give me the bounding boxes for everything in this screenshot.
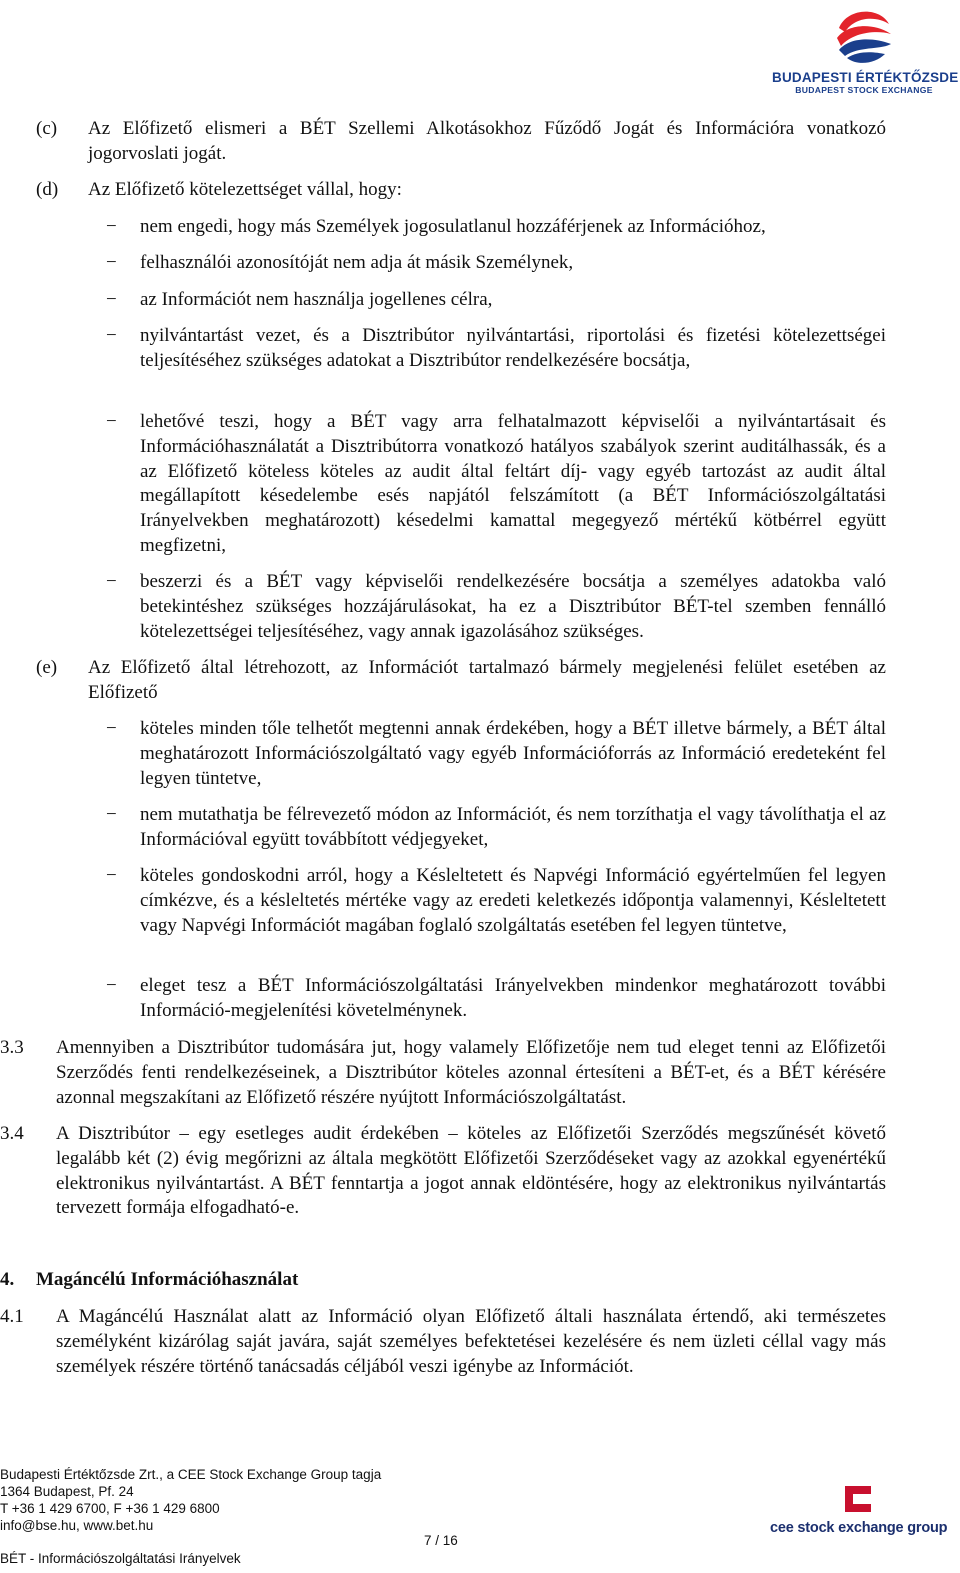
item-e-bullet-3: köteles gondoskodni arról, hogy a Késleltetett és Napvégi Információ egyértelműen fel legyen címkézve, és a késleltetés mértéke vagy az eredeti keletkezés időpontja valamennyi, Késleltetett vagy Napvégi Információt magában foglaló szolgáltatás esetében fel legyen tüntetve, <box>140 865 886 936</box>
bullet-marker: − <box>106 975 117 996</box>
item-e-bullet-4: eleget tesz a BÉT Információszolgáltatási Irányelvekben mindenkor meghatározott további Információ-megjelenítési követelménynek. <box>140 975 886 1021</box>
bullet-marker: − <box>106 252 117 273</box>
cee-logo-icon <box>841 1482 875 1516</box>
item-d-label: (d) <box>36 179 59 200</box>
section-4-1-number: 4.1 <box>0 1306 24 1327</box>
item-d-text: Az Előfizető kötelezettséget vállal, hogy: <box>88 179 402 200</box>
item-d-bullet-3: az Információt nem használja jogellenes célra, <box>140 289 493 310</box>
item-d-bullet-5: lehetővé teszi, hogy a BÉT vagy arra felhatalmazott képviselői a nyilvántartásait és Információhasználatát a Disztribútorra vonatkozó hatályos szabályok szerint auditálhassák, és a az Előfizető köteless köteles az audit által feltárt díj- vagy egyéb tartozást az audit által megállapított késedelembe esés napjától felszámított (a BÉT Információszolgáltatási Irányelvekben meghatározott) késedelmi kamattal megegyező mértékű kötbérrel együtt megfizetni, <box>140 411 886 556</box>
footer-contact: info@bse.hu, www.bet.hu <box>0 1518 154 1533</box>
section-4-title: Magáncélú Információhasználat <box>36 1269 299 1290</box>
bullet-marker: − <box>106 865 117 886</box>
cee-logo-text: cee stock exchange group <box>770 1520 948 1536</box>
item-e-text: Az Előfizető által létrehozott, az Információt tartalmazó bármely megjelenési felület esetében az Előfizető <box>88 657 886 703</box>
section-4-1-text: A Magáncélú Használat alatt az Információ olyan Előfizető általi használata értendő, aki természetes személyként kizárólag saját javára, saját személyes befektetései kezelésére és nem üzleti céllal vagy más személyek részére történő tanácsadás céljából veszi igénybe az Információt. <box>56 1306 886 1377</box>
bullet-marker: − <box>106 571 117 592</box>
footer-phone: T +36 1 429 6700, F +36 1 429 6800 <box>0 1501 220 1516</box>
item-e-bullet-2: nem mutathatja be félrevezető módon az Információt, és nem torzíthatja el vagy távolíthatja el az Információval együtt továbbított védjegyeket, <box>140 804 886 850</box>
footer-document-title: BÉT - Információszolgáltatási Irányelvek <box>0 1551 241 1566</box>
item-e-label: (e) <box>36 657 58 678</box>
bullet-marker: − <box>106 216 117 237</box>
footer-address: 1364 Budapest, Pf. 24 <box>0 1484 134 1499</box>
cee-logo <box>770 1482 948 1542</box>
bullet-marker: − <box>106 718 117 739</box>
item-c-text: Az Előfizető elismeri a BÉT Szellemi Alkotásokhoz Fűződő Jogát és Információra vonatkozó jogorvoslati jogát. <box>88 118 886 164</box>
section-3-4-text: A Disztribútor – egy esetleges audit érdekében – köteles az Előfizetői Szerződés megszűnését követő legalább két (2) évig megőrizni az általa megkötött Előfizetői Szerződéseket vagy az azokkal egyenértékű elektronikus nyilvántartást. A BÉT fenntartja a jogot annak eldöntésére, hogy az elektronikus nyilvántartás tervezett formája elfogadható-e. <box>56 1123 886 1219</box>
bullet-marker: − <box>106 804 117 825</box>
section-4-heading <box>0 1268 298 1293</box>
bullet-marker: − <box>106 325 117 346</box>
item-d-bullet-2: felhasználói azonosítóját nem adja át másik Személynek, <box>140 252 574 273</box>
section-3-4-number: 3.4 <box>0 1123 24 1144</box>
bet-logo-icon <box>833 4 895 66</box>
section-3-3-number: 3.3 <box>0 1037 24 1058</box>
item-d-bullet-1: nem engedi, hogy más Személyek jogosulatlanul hozzáférjenek az Információhoz, <box>140 216 766 237</box>
section-4-number: 4. <box>0 1269 15 1290</box>
page-number: 7 / 16 <box>424 1533 458 1548</box>
bullet-marker: − <box>106 411 117 432</box>
bullet-marker: − <box>106 289 117 310</box>
bet-logo-line2: BUDAPEST STOCK EXCHANGE <box>795 85 933 95</box>
bet-logo-line1: BUDAPESTI ÉRTÉKTŐZSDE <box>772 70 959 85</box>
item-d-bullet-6: beszerzi és a BÉT vagy képviselői rendelkezésére bocsátja a személyes adatokba való betekintéshez szükséges hozzájárulásokat, ha ez a Disztribútor BÉT-tel szemben fennálló kötelezettségei teljesítéséhez, vagy annak igazolásához szükséges. <box>140 571 886 642</box>
item-d-bullet-4: nyilvántartást vezet, és a Disztribútor nyilvántartási, riportolási és fizetési kötelezettségei teljesítéséhez szükséges adatokat a Disztribútor rendelkezésére bocsátja, <box>140 325 886 371</box>
bet-logo <box>772 4 959 102</box>
footer-company: Budapesti Értéktőzsde Zrt., a CEE Stock Exchange Group tagja <box>0 1467 382 1482</box>
item-e-bullet-1: köteles minden tőle telhetőt megtenni annak érdekében, hogy a BÉT illetve bármely, a BÉT által meghatározott Információszolgáltató vagy egyéb Információforrás az Információ eredeteként fel legyen tüntetve, <box>140 718 886 789</box>
item-c-label: (c) <box>36 118 58 139</box>
section-3-3-text: Amennyiben a Disztribútor tudomására jut, hogy valamely Előfizetője nem tud eleget tenni az Előfizetői Szerződés fenti rendelkezéseinek, a Disztribútor köteles azonnal értesíteni a BÉT-et, és a BÉT kérésére azonnal megszakítani az Előfizető részére nyújtott Információszolgáltatást. <box>56 1037 886 1108</box>
